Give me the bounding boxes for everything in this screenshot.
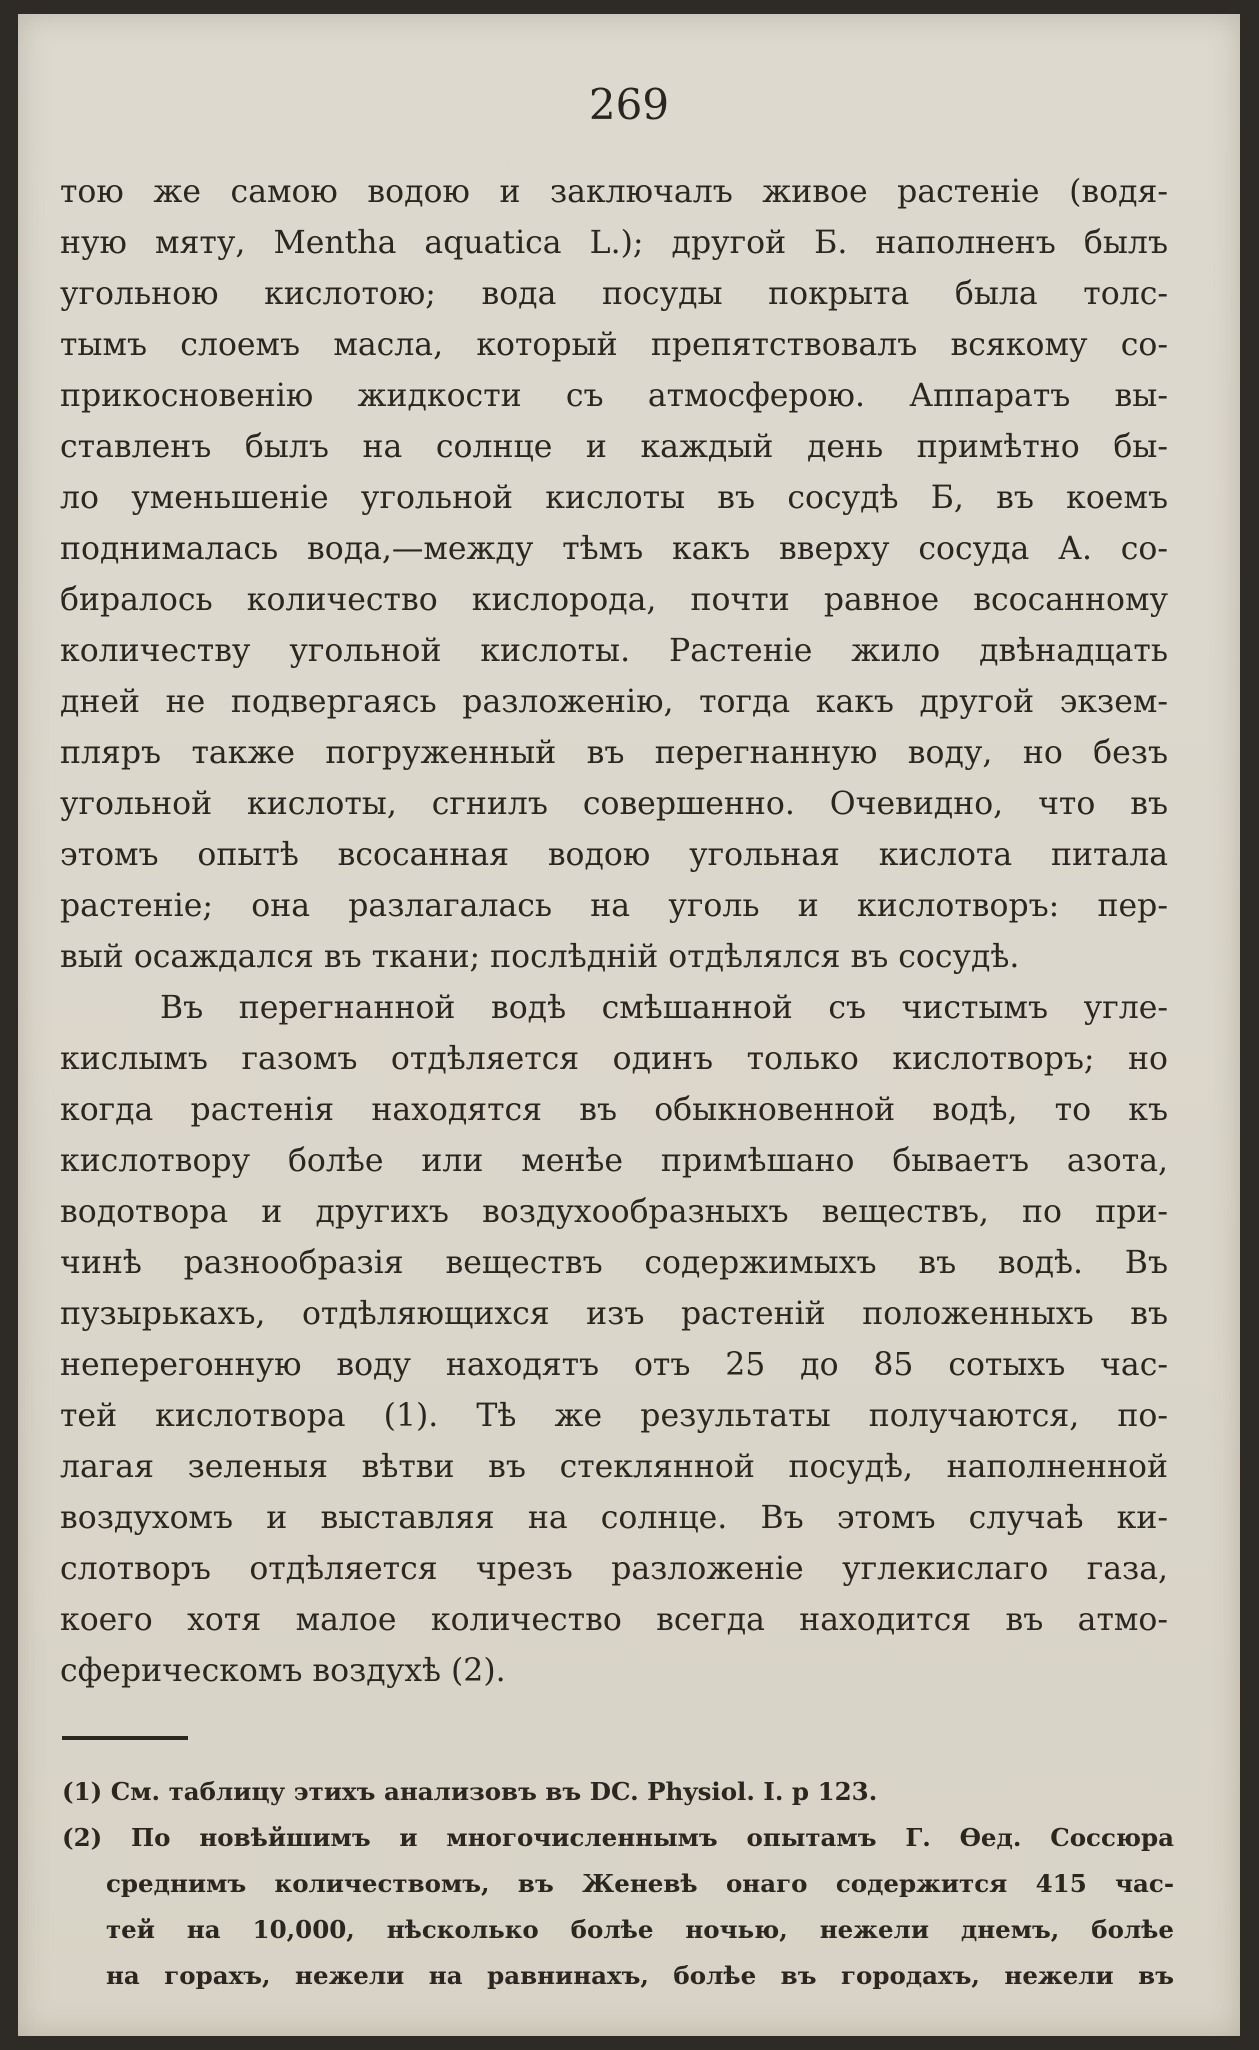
text-line: ло уменьшеніе угольной кислоты въ сосудѣ Б, въ коемъ <box>60 480 1168 516</box>
text-line: угольной кислоты, сгнилъ совершенно. Очевидно, что въ <box>60 786 1168 822</box>
text-line: пузырькахъ, отдѣляющихся изъ растеній положенныхъ въ <box>60 1296 1168 1332</box>
text-line: Въ перегнанной водѣ смѣшанной съ чистымъ угле- <box>160 990 1168 1026</box>
footnote-2-line: (2) По новѣйшимъ и многочисленнымъ опытамъ Г. Ѳед. Соссюра <box>62 1823 1174 1852</box>
footnotes <box>62 1769 1174 1999</box>
footnote-2-line: среднимъ количествомъ, въ Женевѣ онаго содержится 415 час- <box>106 1869 1174 1898</box>
text-line: тымъ слоемъ масла, который препятствовалъ всякому со- <box>60 327 1168 363</box>
text-line: кислымъ газомъ отдѣляется одинъ только кислотворъ; но <box>60 1041 1168 1077</box>
text-line: прикосновенію жидкости съ атмосферою. Аппаратъ вы- <box>60 378 1168 414</box>
text-line: кислотвору болѣе или менѣе примѣшано бываетъ азота, <box>60 1143 1168 1179</box>
text-line: лагая зеленыя вѣтви въ стеклянной посудѣ, наполненной <box>60 1449 1168 1485</box>
text-line: ную мяту, Mentha aquatica L.); другой Б. наполненъ былъ <box>60 225 1168 261</box>
text-line: растеніе; она разлагалась на уголь и кислотворъ: пер- <box>60 888 1168 924</box>
text-line: тей кислотвора (1). Тѣ же результаты получаются, по- <box>60 1398 1168 1434</box>
text-line: поднималась вода,—между тѣмъ какъ вверху сосуда А. со- <box>60 531 1168 567</box>
text-line: вый осаждался въ ткани; послѣдній отдѣлялся въ сосудѣ. <box>60 939 1020 975</box>
text-line: чинѣ разнообразія веществъ содержимыхъ въ водѣ. Въ <box>60 1245 1168 1281</box>
text-line: когда растенія находятся въ обыкновенной водѣ, то къ <box>60 1092 1168 1128</box>
text-line: сферическомъ воздухѣ (2). <box>60 1653 506 1689</box>
footnote-1: (1) См. таблицу этихъ анализовъ въ DC. Physiol. I. p 123. <box>62 1777 878 1806</box>
text-line: этомъ опытѣ всосанная водою угольная кислота питала <box>60 837 1168 873</box>
footnote-2-line: тей на 10,000, нѣсколько болѣе ночью, нежели днемъ, болѣе <box>106 1915 1174 1944</box>
text-line: тою же самою водою и заключалъ живое растеніе (водя- <box>60 174 1168 210</box>
text-line: неперегонную воду находятъ отъ 25 до 85 сотыхъ час- <box>60 1347 1168 1383</box>
page-number: 269 <box>588 80 670 129</box>
text-line: водотвора и другихъ воздухообразныхъ веществъ, по при- <box>60 1194 1168 1230</box>
text-line: количеству угольной кислоты. Растеніе жило двѣнадцать <box>60 633 1168 669</box>
text-line: слотворъ отдѣляется чрезъ разложеніе углекислаго газа, <box>60 1551 1168 1587</box>
text-line: биралось количество кислорода, почти равное всосанному <box>60 582 1168 618</box>
footnote-2-line: на горахъ, нежели на равнинахъ, болѣе въ городахъ, нежели въ <box>106 1961 1174 1990</box>
body-text <box>60 167 1168 1697</box>
text-line: воздухомъ и выставляя на солнце. Въ этомъ случаѣ ки- <box>60 1500 1168 1536</box>
text-line: дней не подвергаясь разложенію, тогда какъ другой экзем- <box>60 684 1168 720</box>
text-line: угольною кислотою; вода посуды покрыта была толс- <box>60 276 1168 312</box>
text-line: пляръ также погруженный въ перегнанную воду, но безъ <box>60 735 1168 771</box>
text-line: коего хотя малое количество всегда находится въ атмо- <box>60 1602 1168 1638</box>
book-page <box>18 14 1240 2036</box>
footnote-divider <box>62 1736 188 1740</box>
text-line: ставленъ былъ на солнце и каждый день примѣтно бы- <box>60 429 1168 465</box>
